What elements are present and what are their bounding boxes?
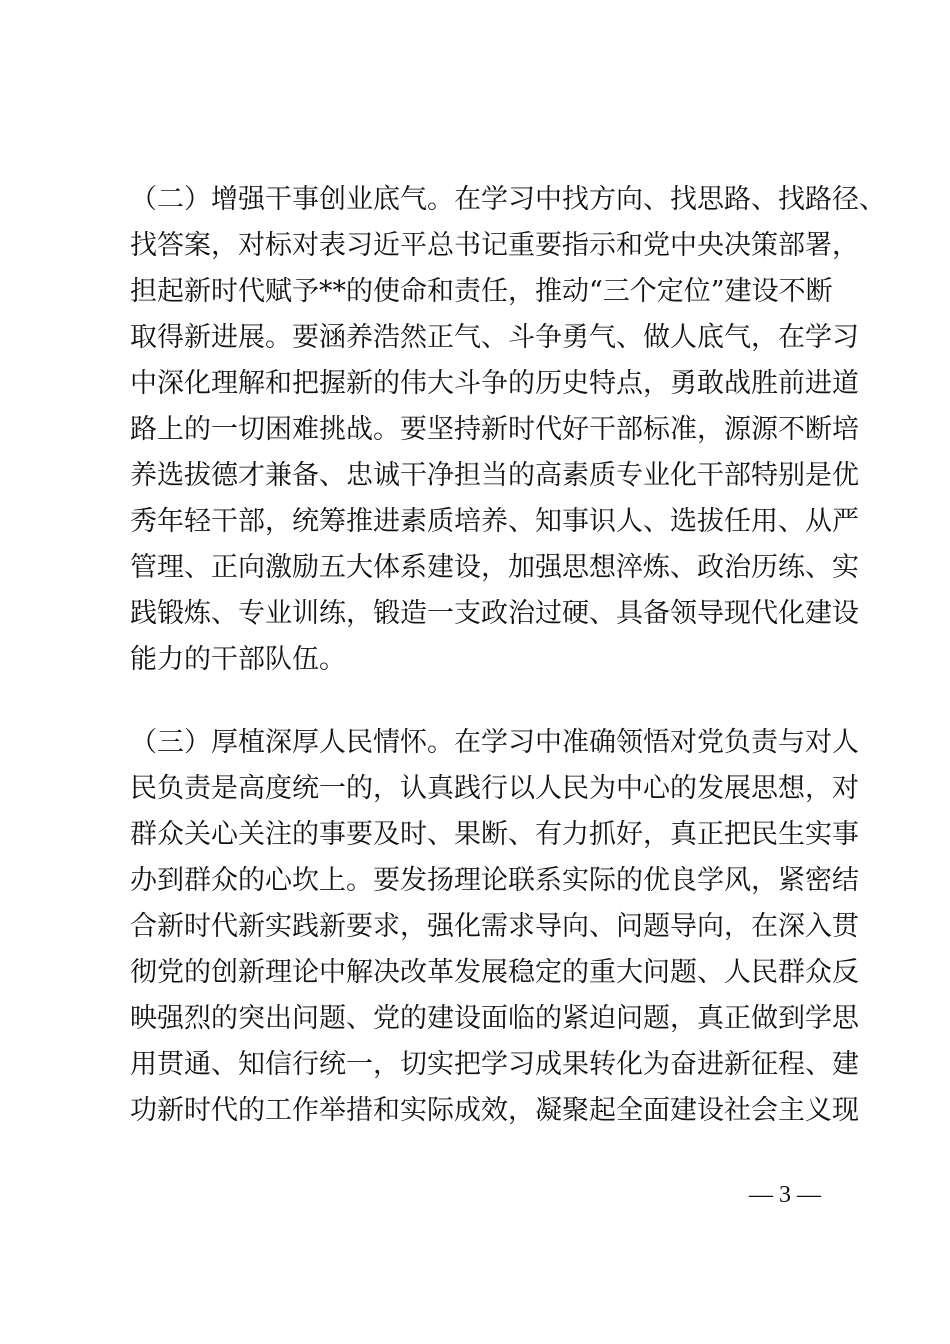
paragraph-2-line-6: 彻党的创新理论中解决改革发展稳定的重大问题、人民群众反 bbox=[130, 957, 859, 988]
paragraph-2-line-8: 用贯通、知信行统一，切实把学习成果转化为奋进新征程、建 bbox=[130, 1049, 859, 1080]
paragraph-1-line-4: 取得新进展。要涵养浩然正气、斗争勇气、做人底气，在学习 bbox=[130, 322, 859, 353]
paragraph-2-line-2: 民负责是高度统一的，认真践行以人民为中心的发展思想，对 bbox=[130, 773, 859, 804]
paragraph-1-line-3: 担起新时代赋予**的使命和责任，推动“三个定位”建设不断 bbox=[130, 276, 833, 307]
paragraph-1-line-10: 践锻炼、专业训练，锻造一支政治过硬、具备领导现代化建设 bbox=[130, 598, 859, 629]
page-number: — 3 — bbox=[749, 1182, 821, 1208]
paragraph-2-line-9: 功新时代的工作举措和实际成效，凝聚起全面建设社会主义现 bbox=[130, 1095, 859, 1126]
paragraph-1-line-2: 找答案，对标对表习近平总书记重要指示和党中央决策部署， bbox=[130, 230, 859, 261]
paragraph-2-line-4: 办到群众的心坎上。要发扬理论联系实际的优良学风，紧密结 bbox=[130, 865, 859, 896]
paragraph-1-line-1: （二）增强干事创业底气。在学习中找方向、找思路、找路径、 bbox=[130, 184, 886, 215]
paragraph-1-line-9: 管理、正向激励五大体系建设，加强思想淬炼、政治历练、实 bbox=[130, 552, 859, 583]
paragraph-2-line-7: 映强烈的突出问题、党的建设面临的紧迫问题，真正做到学思 bbox=[130, 1003, 859, 1034]
paragraph-1-line-11: 能力的干部队伍。 bbox=[130, 644, 346, 675]
paragraph-2-line-1: （三）厚植深厚人民情怀。在学习中准确领悟对党负责与对人 bbox=[130, 727, 859, 758]
paragraph-2-line-5: 合新时代新实践新要求，强化需求导向、问题导向，在深入贯 bbox=[130, 911, 859, 942]
paragraph-1-line-5: 中深化理解和把握新的伟大斗争的历史特点，勇敢战胜前进道 bbox=[130, 368, 859, 399]
paragraph-1-line-7: 养选拔德才兼备、忠诚干净担当的高素质专业化干部特别是优 bbox=[130, 460, 859, 491]
paragraph-1-line-6: 路上的一切困难挑战。要坚持新时代好干部标准，源源不断培 bbox=[130, 414, 859, 445]
paragraph-2-line-3: 群众关心关注的事要及时、果断、有力抓好，真正把民生实事 bbox=[130, 819, 859, 850]
paragraph-1-line-8: 秀年轻干部，统筹推进素质培养、知事识人、选拔任用、从严 bbox=[130, 506, 859, 537]
